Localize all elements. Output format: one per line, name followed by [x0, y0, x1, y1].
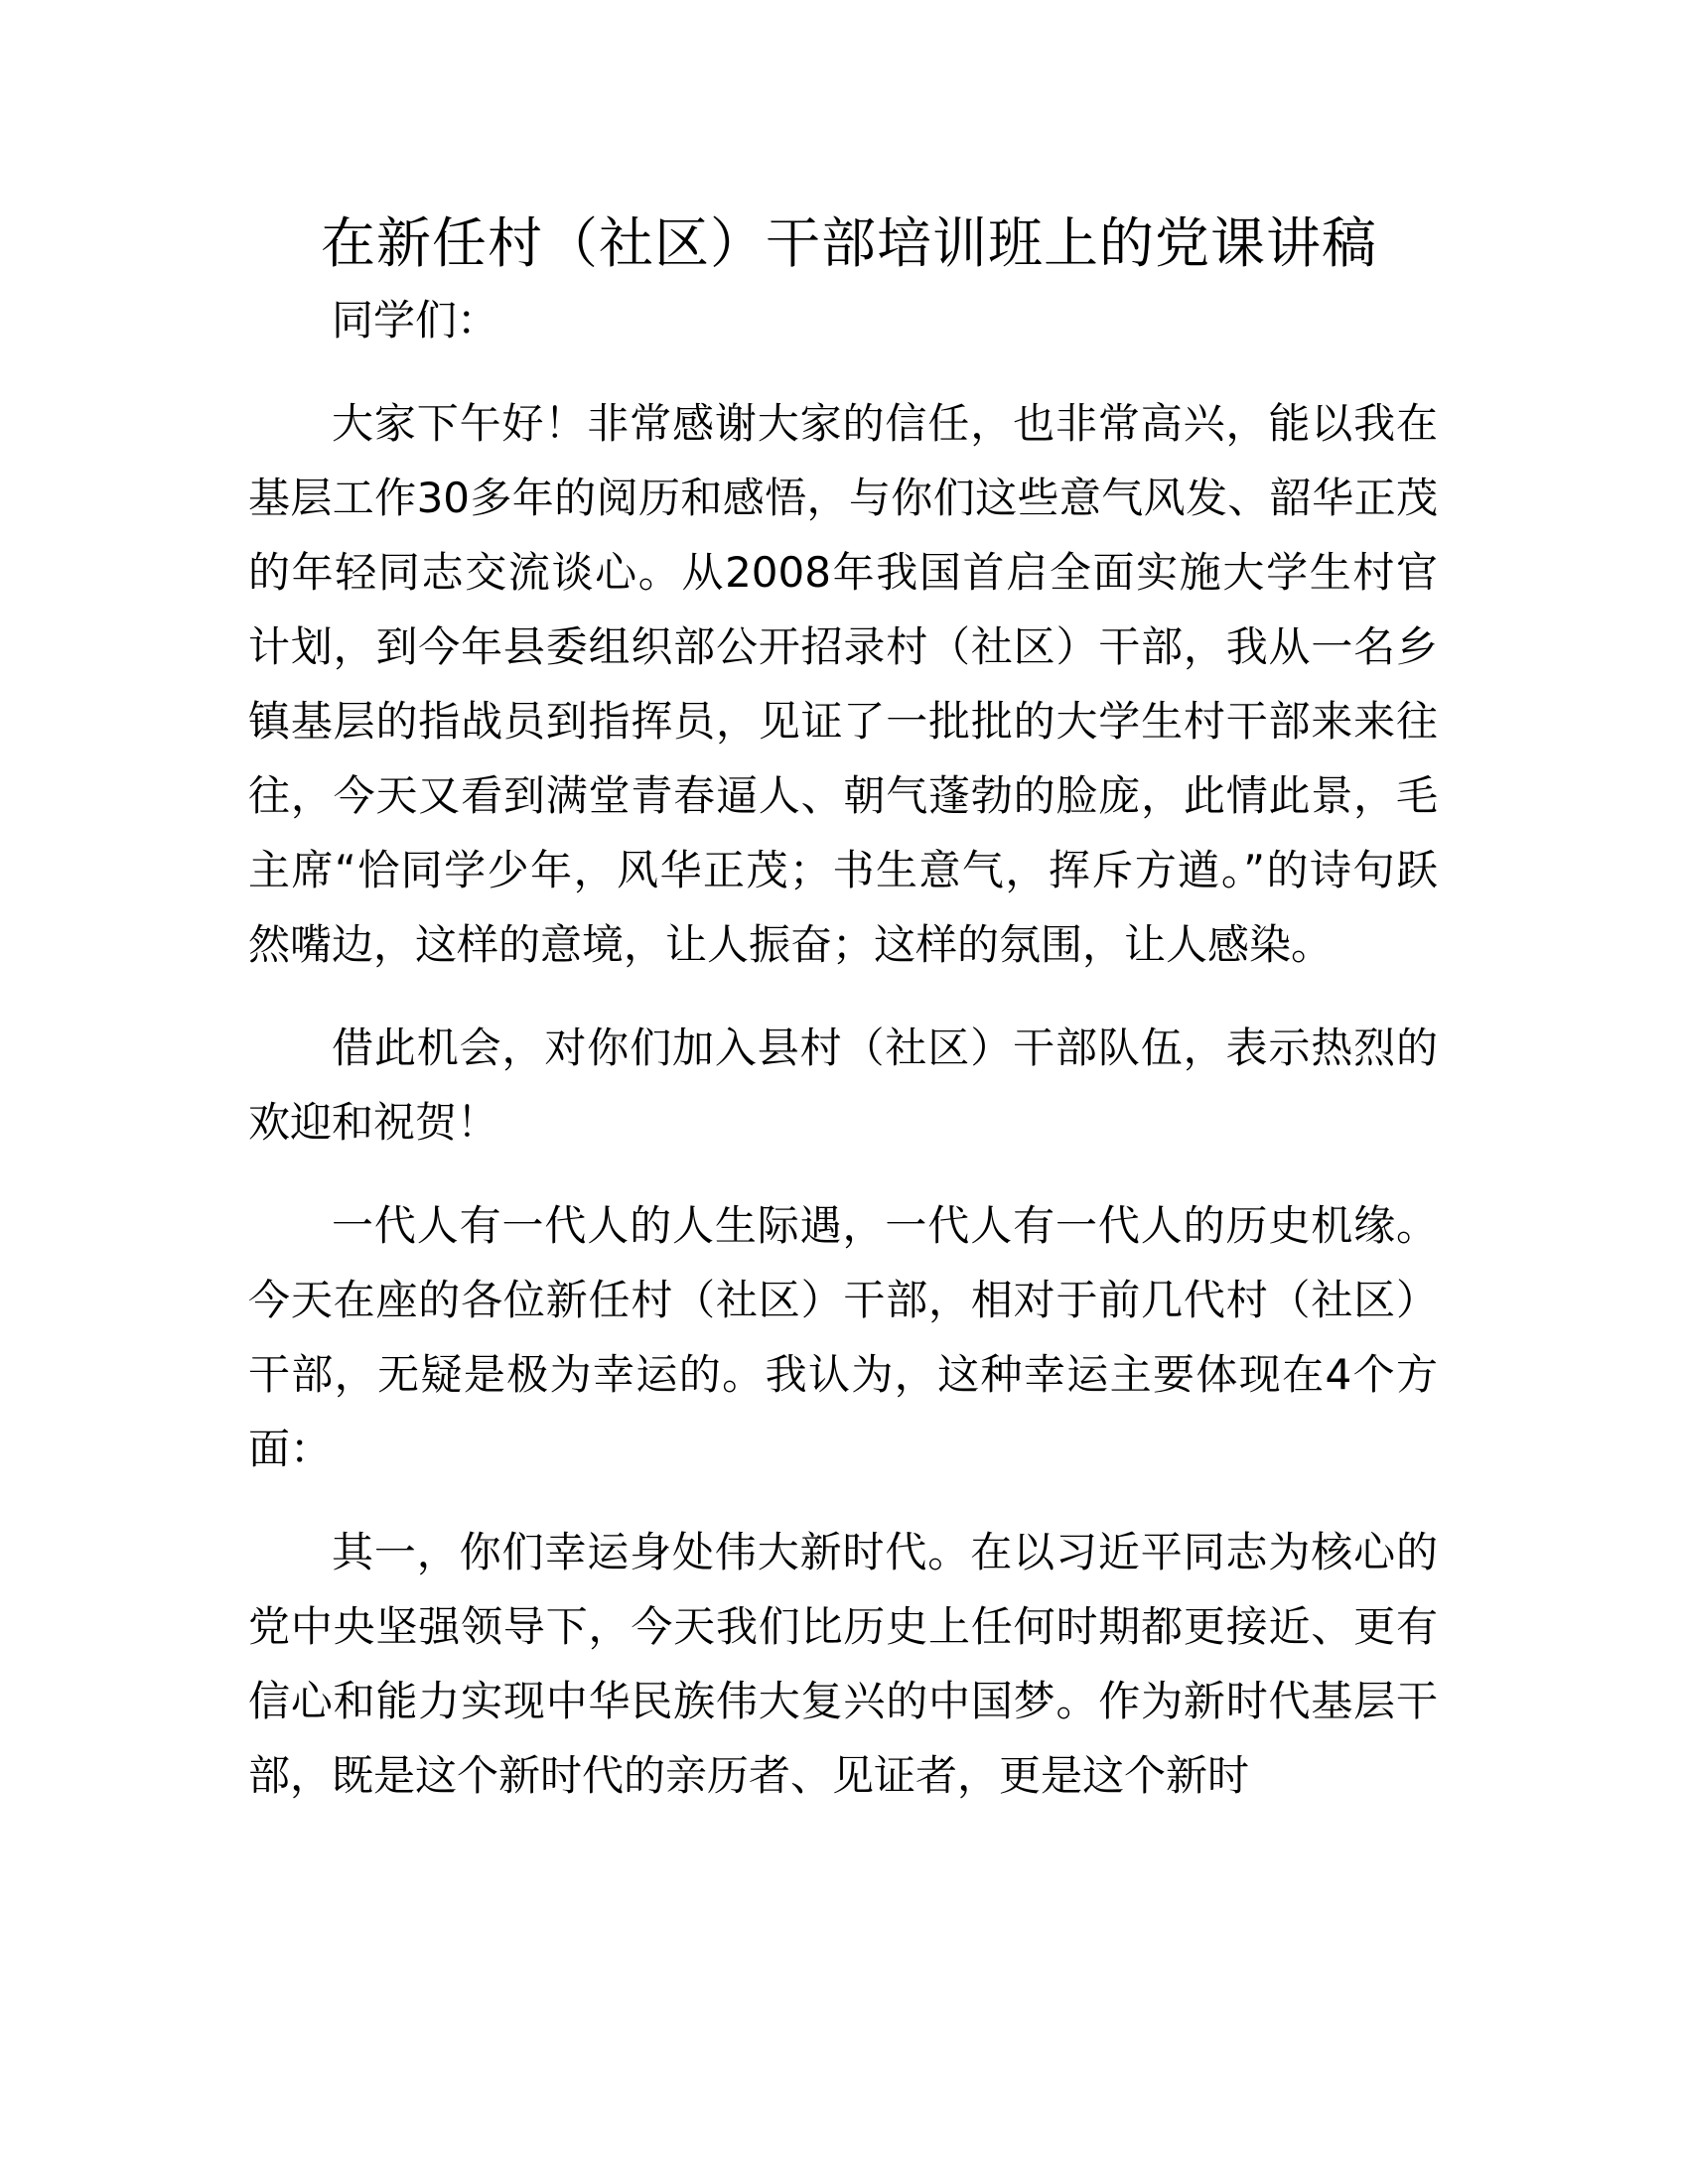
paragraph-fortune-intro: 一代人有一代人的人生际遇，一代人有一代人的历史机缘。今天在座的各位新任村（社区）干部，相对于前几代村（社区）干部，无疑是极为幸运的。我认为，这种幸运主要体现在4个方面：: [248, 1201, 1438, 1473]
salutation: 同学们：: [332, 296, 499, 344]
document-title: 在新任村（社区）干部培训班上的党课讲稿: [320, 211, 1377, 275]
paragraph-point-one: 其一，你们幸运身处伟大新时代。在以习近平同志为核心的党中央坚强领导下，今天我们比历史上任何时期都更接近、更有信心和能力实现中华民族伟大复兴的中国梦。作为新时代基层干部，既是这个新时代的亲历者、见证者，更是这个新时: [248, 1528, 1438, 1800]
document-page: [248, 204, 1438, 1813]
paragraph-welcome: 借此机会，对你们加入县村（社区）干部队伍，表示热烈的欢迎和祝贺！: [248, 1024, 1438, 1147]
paragraph-greeting: 大家下午好！非常感谢大家的信任，也非常高兴，能以我在基层工作30多年的阅历和感悟，与你们这些意气风发、韶华正茂的年轻同志交流谈心。从2008年我国首启全面实施大学生村官计划，到今年县委组织部公开招录村（社区）干部，我从一名乡镇基层的指战员到指挥员，见证了一批批的大学生村干部来来往往，今天又看到满堂青春逼人、朝气蓬勃的脸庞，此情此景，毛主席“恰同学少年，风华正茂；书生意气，挥斥方遒。”的诗句跃然嘴边，这样的意境，让人振奋；这样的氛围，让人感染。: [248, 399, 1438, 969]
